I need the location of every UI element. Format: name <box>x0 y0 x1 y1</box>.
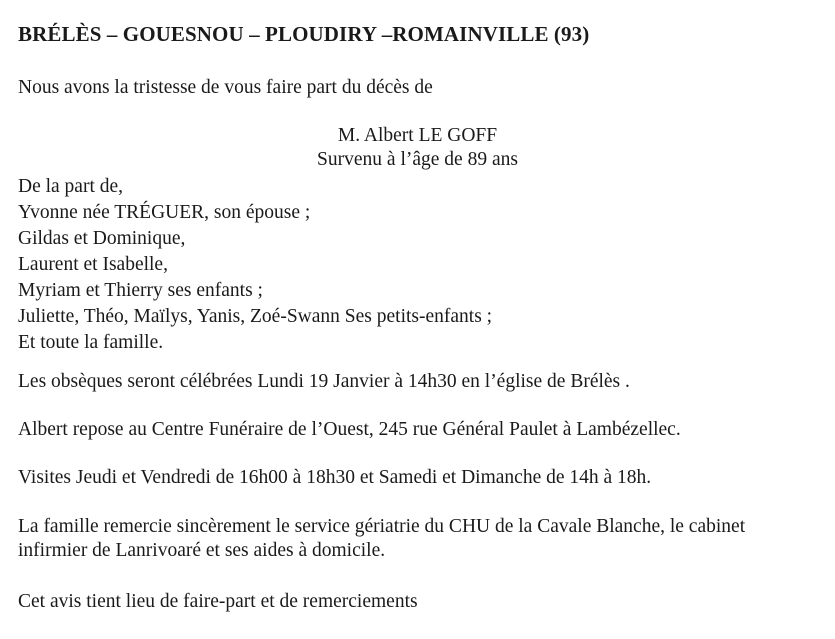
funeral-info: Les obsèques seront célébrées Lundi 19 Janvier à 14h30 en l’église de Brélès . <box>18 371 630 392</box>
family-line: Yvonne née TRÉGUER, son épouse ; <box>18 202 311 223</box>
intro-text: Nous avons la tristesse de vous faire part du décès de <box>18 77 433 98</box>
thanks-line-1: La famille remercie sincèrement le service gériatrie du CHU de la Cavale Blanche, le cabinet <box>18 516 746 537</box>
family-line: Myriam et Thierry ses enfants ; <box>18 280 263 301</box>
family-list <box>18 174 492 356</box>
family-line: Et toute la famille. <box>18 332 164 353</box>
family-line: Laurent et Isabelle, <box>18 254 168 275</box>
age-line: Survenu à l’âge de 89 ans <box>317 149 518 170</box>
family-line: De la part de, <box>18 176 124 197</box>
family-line: Gildas et Dominique, <box>18 228 186 249</box>
visits-info: Visites Jeudi et Vendredi de 16h00 à 18h30 et Samedi et Dimanche de 14h à 18h. <box>18 467 652 488</box>
family-line: Juliette, Théo, Maïlys, Yanis, Zoé-Swann Ses petits-enfants ; <box>18 306 493 327</box>
closing-text: Cet avis tient lieu de faire-part et de remerciements <box>18 591 418 612</box>
notice-title: BRÉLÈS – GOUESNOU – PLOUDIRY –ROMAINVILLE (93) <box>18 22 590 46</box>
repose-info: Albert repose au Centre Funéraire de l’Ouest, 245 rue Général Paulet à Lambézellec. <box>18 419 681 440</box>
deceased-name: M. Albert LE GOFF <box>337 125 498 146</box>
thanks-line-2: infirmier de Lanrivoaré et ses aides à domicile. <box>18 540 386 561</box>
